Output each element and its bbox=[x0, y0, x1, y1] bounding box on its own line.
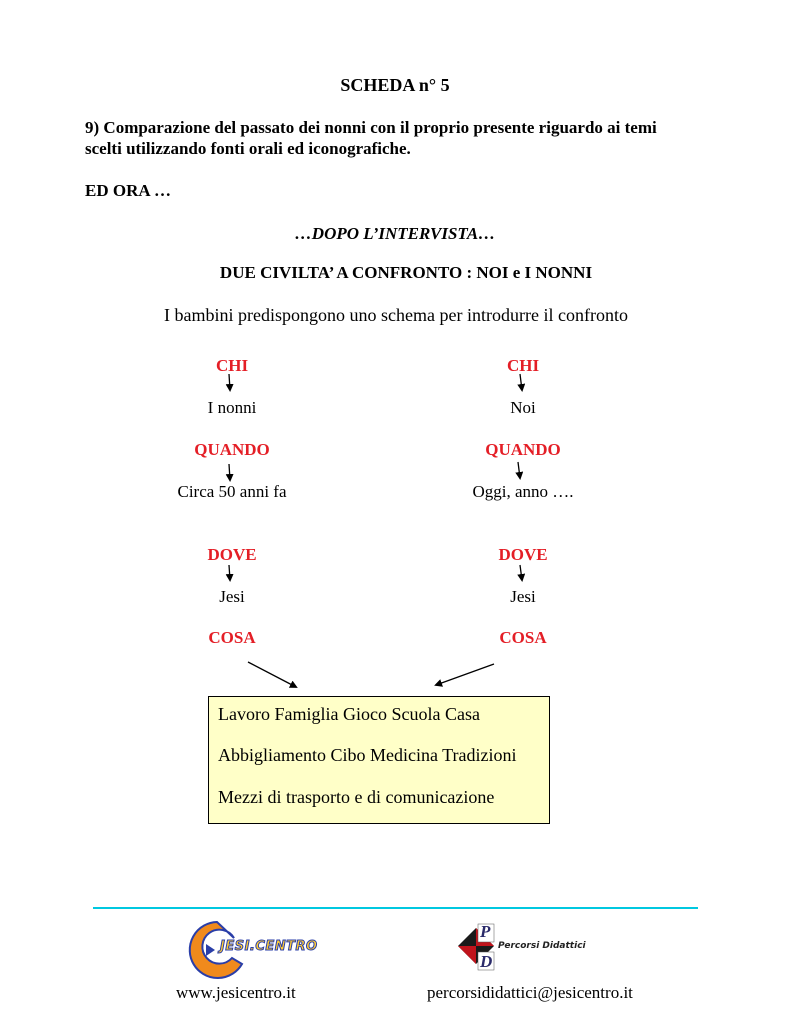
jesicentro-logo-text: JESI.CENTRO bbox=[220, 939, 318, 954]
arrow-down-icon bbox=[520, 565, 522, 580]
jesicentro-logo bbox=[188, 920, 318, 980]
left-chi-label: CHI bbox=[215, 356, 249, 375]
left-chi-value: I nonni bbox=[207, 398, 257, 417]
arrow-down-icon bbox=[518, 462, 520, 478]
left-cosa-label: COSA bbox=[208, 628, 256, 647]
arrow-down-icon bbox=[520, 374, 522, 390]
right-quando-label: QUANDO bbox=[485, 440, 561, 459]
right-quando-value: Oggi, anno …. bbox=[472, 482, 574, 501]
footer-divider bbox=[93, 907, 698, 909]
arrow-diagonal-icon bbox=[248, 662, 296, 687]
question-line-2: scelti utilizzando fonti orali ed iconografiche. bbox=[85, 139, 411, 158]
percorsi-didattici-logo bbox=[452, 922, 592, 978]
themes-line-2: Abbigliamento Cibo Medicina Tradizioni bbox=[218, 745, 517, 765]
right-dove-label: DOVE bbox=[498, 545, 548, 564]
left-dove-value: Jesi bbox=[219, 587, 245, 606]
arrow-down-icon bbox=[229, 374, 230, 390]
percorsi-logo-text: Percorsi Didattici bbox=[498, 941, 586, 951]
left-dove-label: DOVE bbox=[207, 545, 257, 564]
website-link[interactable]: www.jesicentro.it bbox=[176, 983, 296, 1002]
left-quando-label: QUANDO bbox=[194, 440, 270, 459]
right-cosa-label: COSA bbox=[499, 628, 547, 647]
right-dove-value: Jesi bbox=[510, 587, 536, 606]
page-title: SCHEDA n° 5 bbox=[340, 75, 450, 95]
arrow-down-icon bbox=[229, 464, 230, 480]
arrow-down-icon bbox=[229, 565, 230, 580]
arrow-diagonal-icon bbox=[436, 664, 494, 685]
email-link[interactable]: percorsididattici@jesicentro.it bbox=[427, 983, 633, 1002]
question-line-1: 9) Comparazione del passato dei nonni con il proprio presente riguardo ai temi bbox=[85, 118, 657, 137]
intro-text: I bambini predispongono uno schema per introdurre il confronto bbox=[164, 305, 628, 325]
left-quando-value: Circa 50 anni fa bbox=[177, 482, 287, 501]
right-chi-value: Noi bbox=[510, 398, 536, 417]
ed-ora-label: ED ORA … bbox=[85, 181, 171, 200]
subtitle: DUE CIVILTA’ A CONFRONTO : NOI e I NONNI bbox=[219, 263, 593, 282]
themes-box bbox=[208, 696, 550, 824]
themes-line-3: Mezzi di trasporto e di comunicazione bbox=[218, 787, 495, 807]
dopo-intervista-heading: …DOPO L’INTERVISTA… bbox=[294, 224, 496, 243]
logo-letter-d: D bbox=[480, 952, 493, 971]
themes-line-1: Lavoro Famiglia Gioco Scuola Casa bbox=[218, 704, 480, 724]
logo-letter-p: P bbox=[480, 922, 491, 941]
right-chi-label: CHI bbox=[506, 356, 540, 375]
